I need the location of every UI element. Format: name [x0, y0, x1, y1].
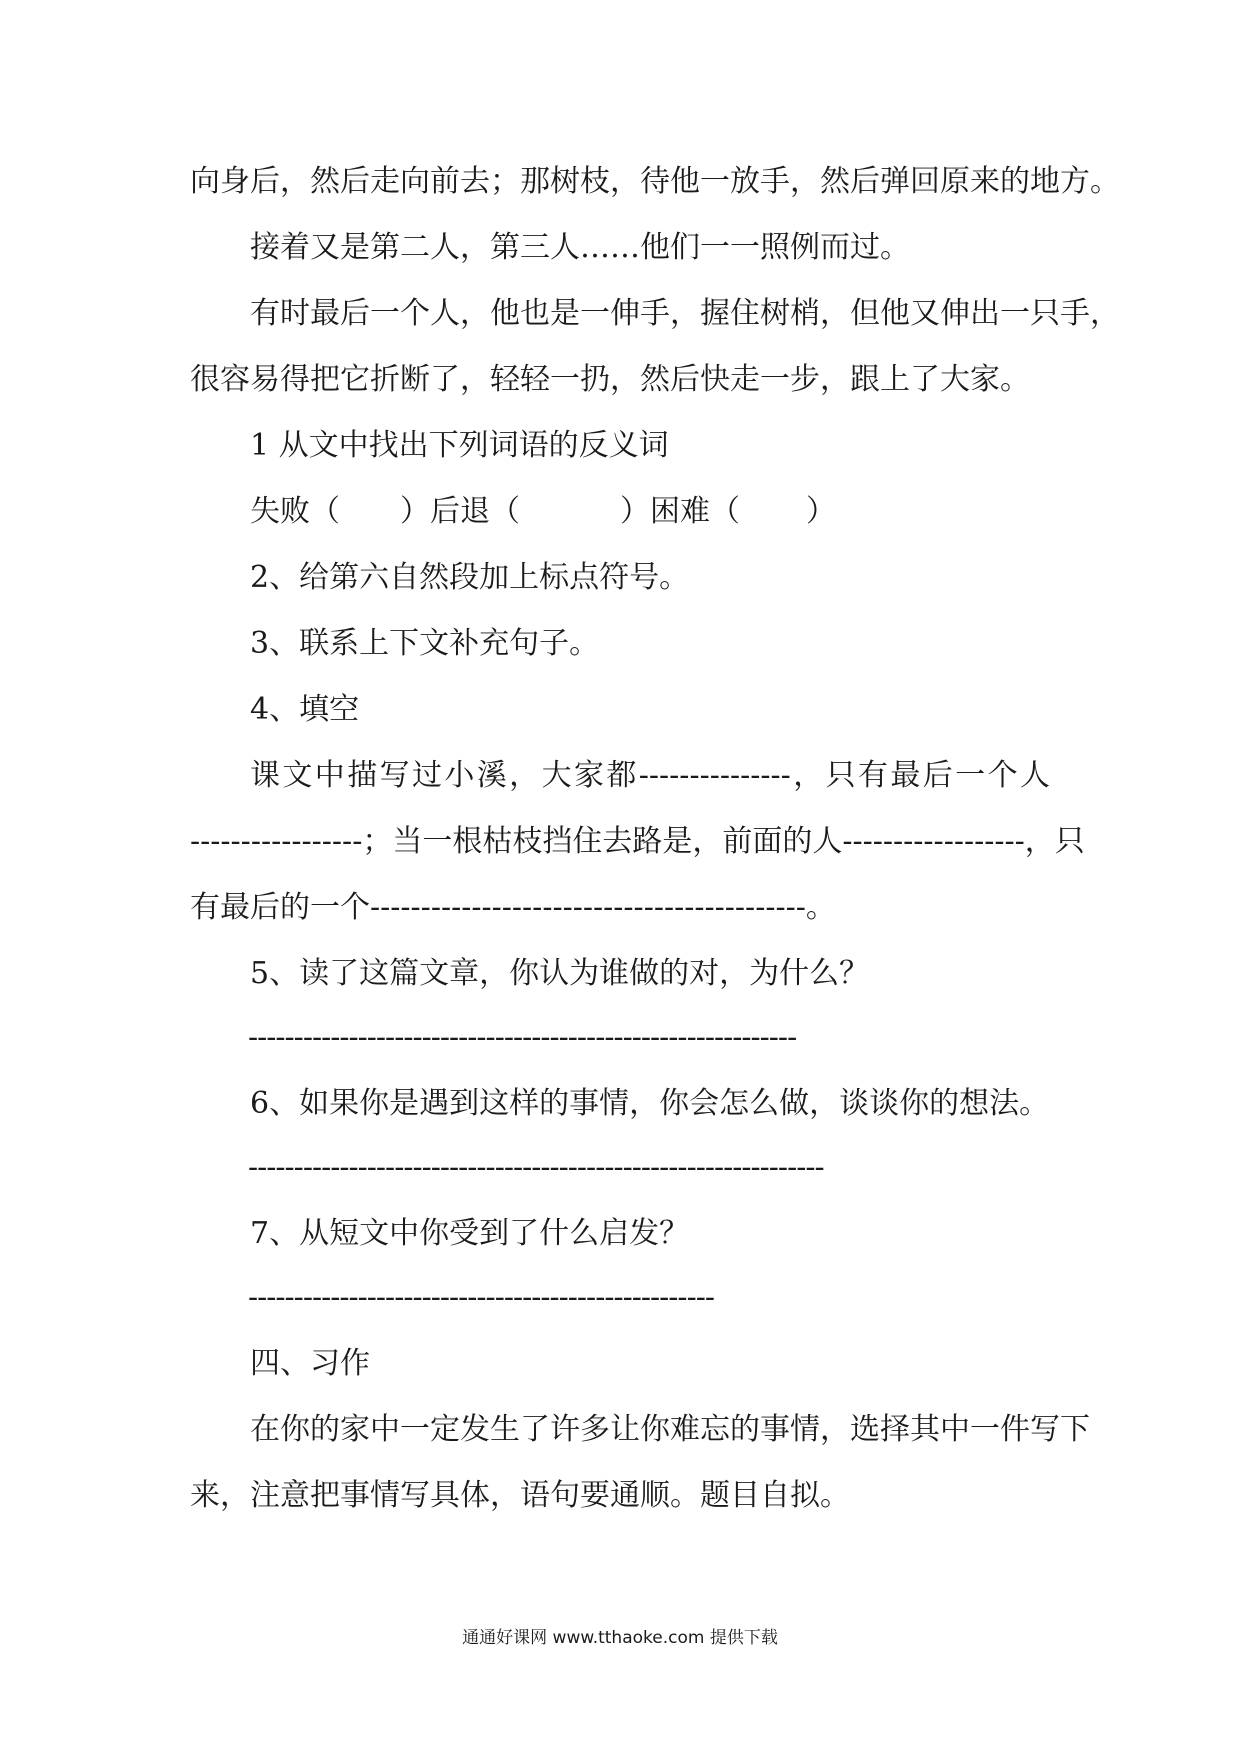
question-1-title: 1 从文中找出下列词语的反义词 [250, 428, 669, 463]
answer-line-6: --------------------------------------------------------------- [248, 1150, 824, 1185]
passage-line-3: 有时最后一个人，他也是一伸手，握住树梢，但他又伸出一只手， [250, 296, 1120, 331]
writing-line-1: 在你的家中一定发生了许多让你难忘的事情，选择其中一件写下 [250, 1412, 1090, 1447]
question-4-line-1: 课文中描写过小溪，大家都---------------，只有最后一个人 [250, 758, 1050, 793]
passage-line-2: 接着又是第二人，第三人……他们一一照例而过。 [250, 230, 910, 265]
question-4-line-2: -----------------；当一根枯枝挡住去路是，前面的人------------------，只 [190, 824, 1085, 859]
section-writing-title: 四、习作 [250, 1346, 370, 1381]
question-7: 7、从短文中你受到了什么启发？ [250, 1216, 690, 1251]
answer-line-5: ------------------------------------------------------------ [248, 1020, 797, 1055]
q1-item-4: ） [806, 494, 836, 529]
question-2: 2、给第六自然段加上标点符号。 [250, 560, 690, 595]
passage-line-1: 向身后，然后走向前去；那树枝，待他一放手，然后弹回原来的地方。 [190, 164, 1120, 199]
writing-line-2: 来，注意把事情写具体，语句要通顺。题目自拟。 [190, 1478, 850, 1513]
question-5: 5、读了这篇文章，你认为谁做的对，为什么？ [250, 956, 870, 991]
question-6: 6、如果你是遇到这样的事情，你会怎么做，谈谈你的想法。 [250, 1086, 1050, 1121]
page-footer: 通通好课网 www.tthaoke.com 提供下载 [462, 1628, 778, 1648]
answer-line-7: --------------------------------------------------- [248, 1280, 714, 1315]
question-4-title: 4、填空 [250, 692, 360, 727]
passage-line-4: 很容易得把它折断了，轻轻一扔，然后快走一步，跟上了大家。 [190, 362, 1030, 397]
q1-item-3: ）困难（ [620, 494, 740, 529]
question-4-line-3: 有最后的一个-------------------------------------------。 [190, 890, 836, 925]
q1-item-2: ）后退（ [400, 494, 520, 529]
question-3: 3、联系上下文补充句子。 [250, 626, 600, 661]
q1-item-1: 失败（ [250, 494, 340, 529]
